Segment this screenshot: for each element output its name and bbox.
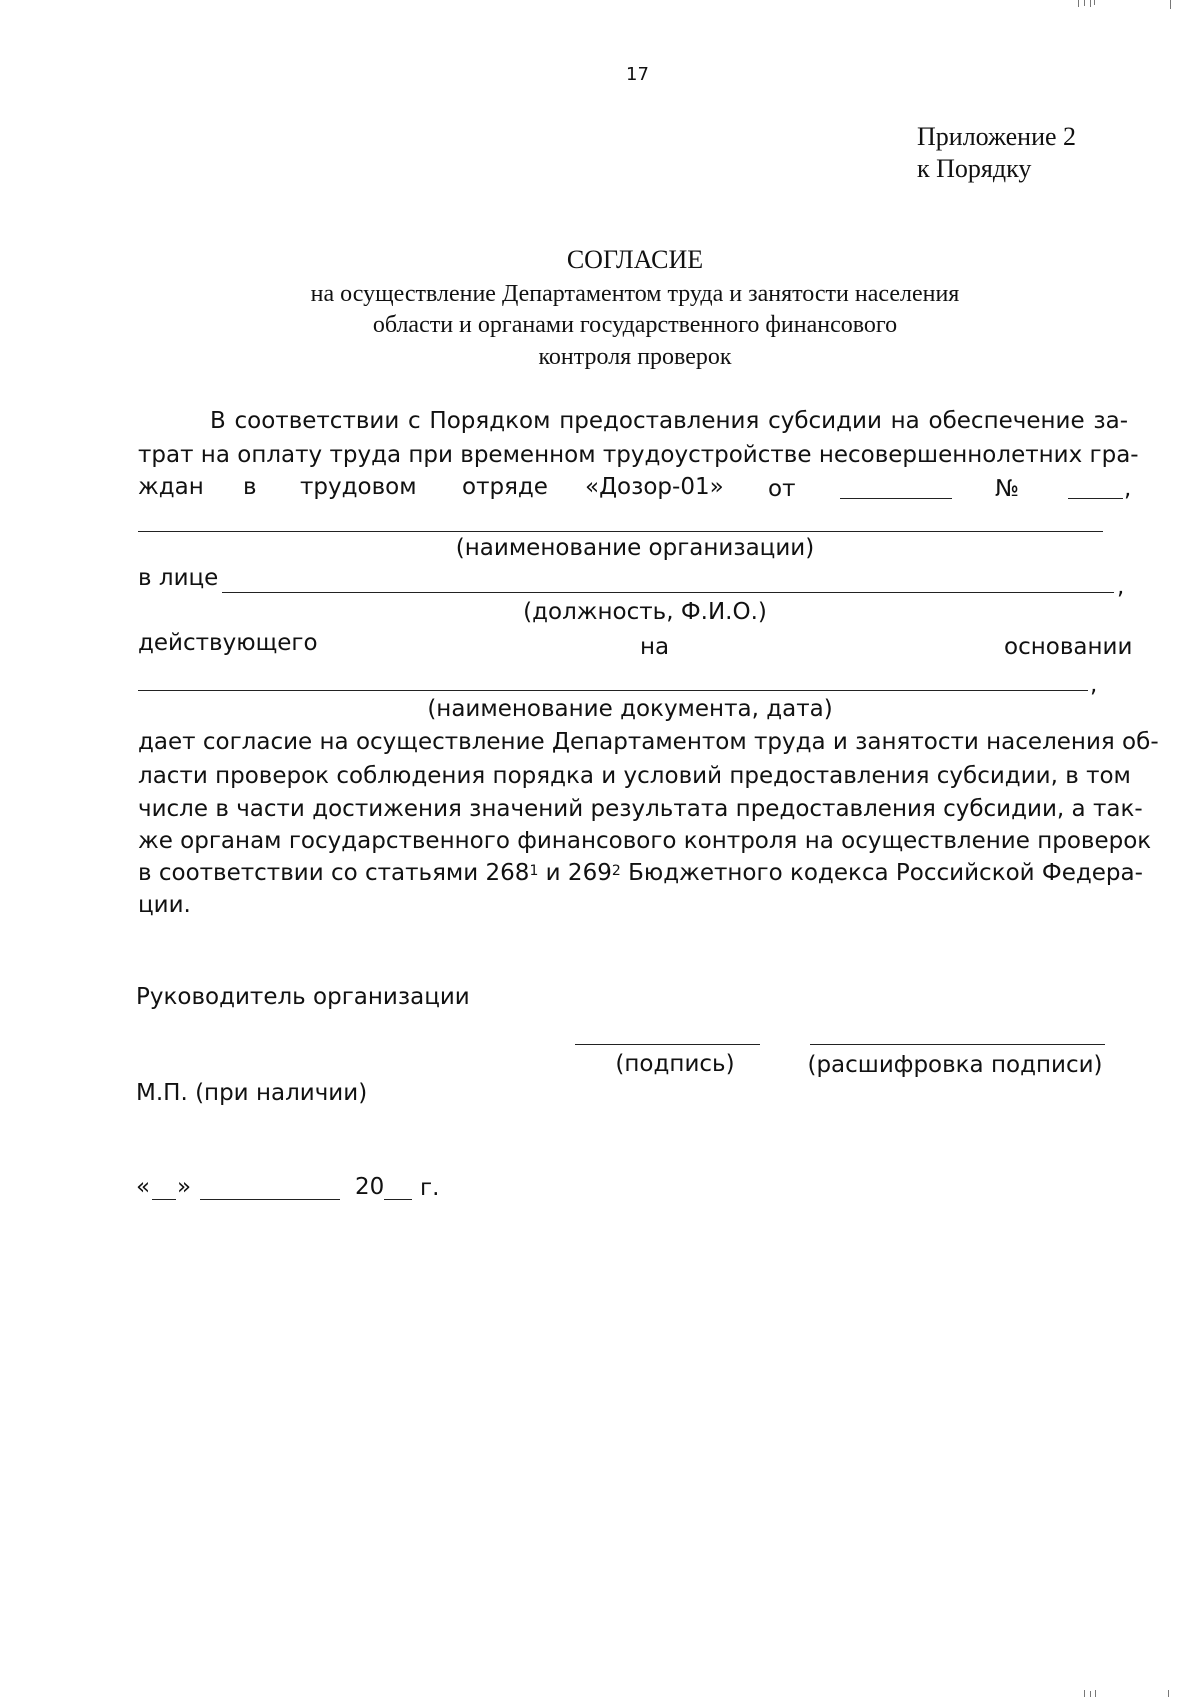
signature-decode-caption: (расшифровка подписи) bbox=[807, 1052, 1103, 1078]
intro-word-from: от bbox=[768, 476, 796, 502]
document-caption: (наименование документа, дата) bbox=[427, 696, 833, 722]
document-title: СОГЛАСИЕ bbox=[566, 245, 704, 274]
title-subline-2: области и органами государственного финансового bbox=[372, 312, 898, 338]
in-person-label: в лице bbox=[138, 565, 219, 591]
signature-caption: (подпись) bbox=[615, 1051, 735, 1077]
date-blank-line bbox=[840, 498, 952, 499]
basis-word: основании bbox=[1004, 634, 1133, 660]
organization-caption: (наименование организации) bbox=[455, 535, 815, 561]
acting-word: действующего bbox=[138, 630, 318, 656]
intro-word-citizens: ждан bbox=[138, 474, 204, 500]
month-blank-line bbox=[200, 1199, 340, 1200]
consent-line-1: дает согласие на осуществление Департаментом труда и занятости населения об- bbox=[138, 729, 1159, 755]
acting-on-word: на bbox=[640, 634, 670, 660]
signature-decode-blank-line bbox=[810, 1044, 1105, 1045]
scan-mark bbox=[1084, 1690, 1085, 1697]
date-close-quote: » bbox=[177, 1174, 192, 1200]
position-caption: (должность, Ф.И.О.) bbox=[523, 599, 767, 625]
scan-mark bbox=[1084, 0, 1085, 6]
intro-word-labor: трудовом bbox=[300, 474, 417, 500]
year-prefix: 20 bbox=[355, 1174, 385, 1200]
number-blank-line bbox=[1068, 498, 1123, 499]
intro-word-squad: отряде bbox=[462, 474, 548, 500]
document-comma: , bbox=[1090, 672, 1098, 698]
intro-squad-name: «Дозор-01» bbox=[585, 474, 724, 500]
consent-line-2: ласти проверок соблюдения порядка и условий предоставления субсидии, в том bbox=[138, 763, 1131, 789]
scan-mark bbox=[1078, 0, 1079, 7]
scan-mark bbox=[1090, 1691, 1091, 1697]
intro-comma: , bbox=[1124, 476, 1132, 502]
scan-mark bbox=[1168, 1690, 1169, 1697]
consent-line-3: числе в части достижения значений результата предоставления субсидии, а так- bbox=[138, 796, 1143, 822]
scan-mark bbox=[1094, 0, 1095, 5]
scan-mark bbox=[1170, 0, 1171, 9]
consent-line-5 bbox=[138, 858, 1143, 888]
year-suffix: г. bbox=[420, 1175, 440, 1201]
signature-blank-line bbox=[575, 1044, 760, 1045]
scan-mark bbox=[1090, 0, 1091, 7]
intro-line-1: В соответствии с Порядком предоставления субсидии на обеспечение за- bbox=[210, 408, 1128, 434]
year-blank-line bbox=[384, 1199, 412, 1200]
scan-mark bbox=[1095, 1690, 1096, 1697]
consent-line-4: же органам государственного финансового контроля на осуществление проверок bbox=[138, 828, 1152, 854]
intro-line-2: трат на оплату труда при временном трудоустройстве несовершеннолетних гра- bbox=[138, 442, 1139, 468]
page-number: 17 bbox=[626, 64, 649, 85]
position-blank-line bbox=[222, 592, 1114, 593]
consent-line-5-part-a: в соответствии со статьями $268^1$ и $269^2$ Бюджетного кодекса Российской Федера- bbox=[138, 860, 1143, 886]
in-person-comma: , bbox=[1117, 574, 1125, 600]
title-subline-3: контроля проверок bbox=[538, 344, 732, 370]
number-sign: № bbox=[995, 476, 1019, 502]
document-blank-line bbox=[138, 690, 1088, 691]
appendix-line-2: к Порядку bbox=[917, 154, 1032, 183]
title-subline-1: на осуществление Департаментом труда и занятости населения bbox=[310, 281, 960, 307]
head-of-organization-label: Руководитель организации bbox=[136, 984, 470, 1010]
day-blank-line bbox=[152, 1199, 176, 1200]
consent-line-6: ции. bbox=[138, 892, 191, 918]
intro-word-in: в bbox=[243, 474, 257, 500]
footnote-mark-2: 2 bbox=[611, 863, 621, 879]
appendix-line-1: Приложение 2 bbox=[917, 122, 1077, 151]
footnote-mark-1: 1 bbox=[529, 863, 539, 879]
stamp-label: М.П. (при наличии) bbox=[136, 1080, 368, 1106]
organization-blank-line bbox=[138, 531, 1103, 532]
date-open-quote: « bbox=[136, 1174, 151, 1200]
